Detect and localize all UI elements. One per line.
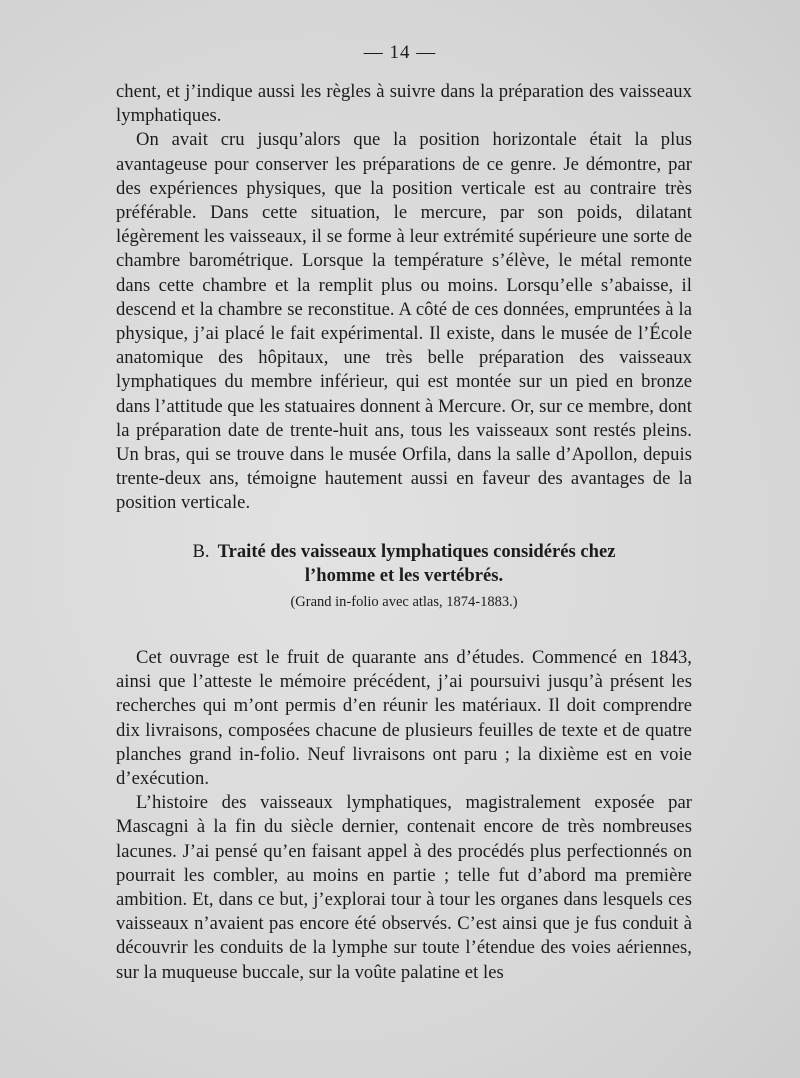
paragraph-history: L’histoire des vaisseaux lymphatiques, magistralement exposée par Mascagni à la fin du siècle dernier, contenait encore de très nombreuses lacunes. J’ai pensé qu’en faisant appel à des procédés plus perfectionnés on pourrait les combler, au moins en partie ; telle fut d’abord ma première ambition. Et, dans ce but, j’explorai tour à tour les organes dans lesquels ces vaisseaux n’avaient pas encore été observés. C’est ainsi que je fus conduit à découvrir les conduits de la lymphe sur toute l’étendue des voies aériennes, sur la muqueuse buccale, sur la voûte palatine et les (116, 792, 692, 983)
section-title (116, 540, 692, 588)
body-text-bottom (116, 646, 692, 985)
section-title-line1: Traité des vaisseaux lymphatiques considérés chez (217, 541, 616, 562)
body-text-top (116, 80, 692, 516)
section-letter: B. (192, 541, 210, 562)
section-heading (116, 540, 692, 611)
paragraph-vertical-position: On avait cru jusqu’alors que la position horizontale était la plus avantageuse pour conserver les préparations de ce genre. Je démontre, par des expériences physiques, que la position verticale est au contraire très préférable. Dans cette situation, le mercure, par son poids, dilatant légèrement les vaisseaux, il se forme à leur extrémité supérieure une sorte de chambre barométrique. Lorsque la température s’élève, le métal remonte dans cette chambre et la remplit plus ou moins. Lorsqu’elle s’abaisse, il descend et la chambre se reconstitue. A côté de ces données, empruntées à la physique, j’ai placé le fait expérimental. Il existe, dans le musée de l’École anatomique des hôpitaux, une très belle préparation des vaisseaux lymphatiques du membre inférieur, qui est montée sur un pied en bronze dans l’attitude que les statuaires donnent à Mercure. Or, sur ce membre, dont la préparation date de trente-huit ans, tous les vaisseaux sont restés pleins. Un bras, qui se trouve dans le musée Orfila, dans la salle d’Apollon, depuis trente-deux ans, témoigne hautement aussi en faveur des avantages de la position verticale. (116, 129, 692, 514)
section-subtitle: (Grand in-folio avec atlas, 1874-1883.) (290, 594, 518, 610)
section-title-line2: l’homme et les vertébrés. (304, 565, 504, 586)
paragraph-continuation: chent, et j’indique aussi les règles à suivre dans la préparation des vaisseaux lymphatiques. (116, 81, 692, 127)
page-number: — 14 — (363, 42, 437, 63)
paragraph-work-description: Cet ouvrage est le fruit de quarante ans d’études. Commencé en 1843, ainsi que l’atteste le mémoire précédent, j’ai poursuivi jusqu’à présent les recherches qui m’ont permis d’en réunir les matériaux. Il doit comprendre dix livraisons, composées chacune de plusieurs feuilles de texte et de quatre planches grand in-folio. Neuf livraisons ont paru ; la dixième est en voie d’exécution. (116, 647, 692, 790)
